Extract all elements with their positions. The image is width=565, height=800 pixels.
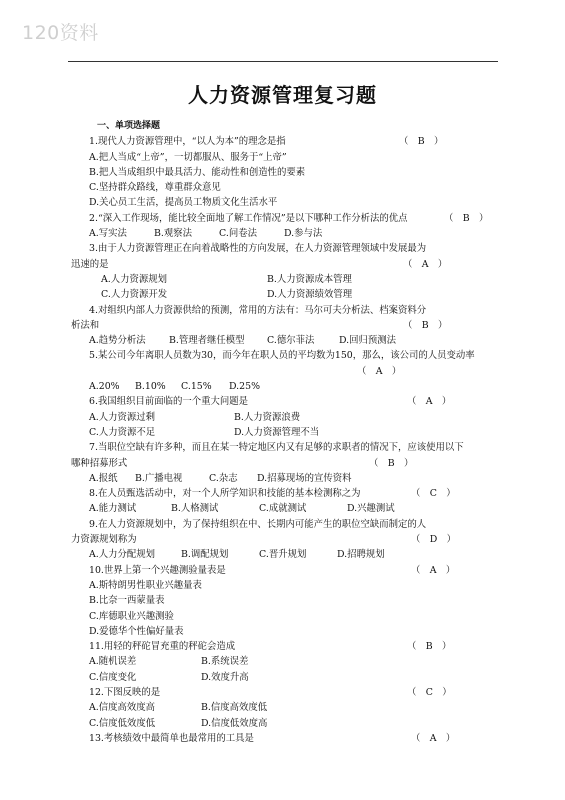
answer-key: （ A ） xyxy=(411,732,456,744)
question-5-cont xyxy=(89,364,499,379)
option-row xyxy=(89,471,499,486)
question-text: 12.下图反映的是 xyxy=(89,686,161,698)
answer-key: （ B ） xyxy=(407,641,452,653)
option-line: B.把人当成组织中最具活力、能动性和创造性的要素 xyxy=(89,166,306,178)
answer-key: （ A ） xyxy=(403,258,448,270)
question-5 xyxy=(89,348,499,363)
question-text: 2.“深入工作现场，能比较全面地了解工作情况”是以下哪种工作分析法的优点 xyxy=(89,212,408,224)
question-text: 5.某公司今年离职人员数为30，而今年在职人员的平均数为150，那么，该公司的人员变动率 xyxy=(89,350,475,362)
option: D.人力资源绩效管理 xyxy=(267,289,353,301)
question-7-cont xyxy=(71,456,499,471)
question-text: 8.在人员甄选活动中，对一个人所学知识和技能的基本检测称之为 xyxy=(89,488,361,500)
option: A.人力资源过剩 xyxy=(89,411,156,423)
question-text: 7.当职位空缺有许多种，而且在某一特定地区内又有足够的求职者的情况下，应该使用以下 xyxy=(89,442,464,454)
option-line: C.库德职业兴趣测验 xyxy=(89,610,174,622)
option: B.10% xyxy=(135,381,166,393)
option: D.人力资源管理不当 xyxy=(234,426,320,438)
question-1 xyxy=(89,134,499,149)
option-row xyxy=(89,654,499,669)
question-text: 6.我国组织目前面临的一个重大问题是 xyxy=(89,396,248,408)
option: B.信度高效度低 xyxy=(201,702,268,714)
option-row xyxy=(89,670,499,685)
option-row xyxy=(89,547,499,562)
question-3-cont xyxy=(71,257,499,272)
option: A.随机误差 xyxy=(89,656,137,668)
option-row xyxy=(89,716,499,731)
option: B.人力资源成本管理 xyxy=(267,273,352,285)
option-row xyxy=(89,425,499,440)
watermark-logo: 120资料 xyxy=(22,22,99,44)
question-text: 13.考核绩效中最简单也最常用的工具是 xyxy=(89,732,254,744)
option: B.管理者继任模型 xyxy=(169,335,245,347)
option-line: D.关心员工生活，提高员工物质文化生活水平 xyxy=(89,197,278,209)
option: C.晋升规划 xyxy=(259,549,307,561)
option: B.人格测试 xyxy=(171,503,219,515)
option: C.信度变化 xyxy=(89,671,137,683)
answer-key: （ A ） xyxy=(357,365,402,377)
answer-key: （ D ） xyxy=(411,534,457,546)
option: C.人力资源不足 xyxy=(89,426,156,438)
option: A.20% xyxy=(89,381,120,393)
option: D.信度低效度高 xyxy=(201,717,268,729)
option-line: A.斯特朗男性职业兴趣量表 xyxy=(89,579,202,591)
question-text: 4.对组织内部人力资源供给的预测，常用的方法有：马尔可夫分析法、档案资料分 xyxy=(89,304,427,316)
option-row xyxy=(89,272,499,287)
option: C.德尔菲法 xyxy=(267,335,315,347)
option-row xyxy=(89,226,499,241)
option: D.招聘规划 xyxy=(337,549,385,561)
option-row xyxy=(89,333,499,348)
option: A.人力分配规划 xyxy=(89,549,156,561)
question-text: 10.世界上第一个兴趣测验量表是 xyxy=(89,564,226,576)
question-text: 9.在人力资源规划中，为了保持组织在中、长期内可能产生的职位空缺而制定的人 xyxy=(89,518,427,530)
option-row xyxy=(89,501,499,516)
option: D.参与法 xyxy=(284,228,323,240)
option-row xyxy=(89,287,499,302)
option: B.系统误差 xyxy=(201,656,249,668)
question-text: 哪种招募形式 xyxy=(71,457,128,469)
option-line: C.坚持群众路线，尊重群众意见 xyxy=(89,182,221,194)
option: C.信度低效度低 xyxy=(89,717,156,729)
option: C.成就测试 xyxy=(259,503,307,515)
question-12 xyxy=(89,685,499,700)
option-row xyxy=(89,410,499,425)
option-line: D.爱德华个性偏好量表 xyxy=(89,625,184,637)
header-rule xyxy=(68,61,498,62)
option: C.人力资源开发 xyxy=(101,289,168,301)
question-4-cont xyxy=(71,318,499,333)
option: C.杂志 xyxy=(209,472,238,484)
option-line: B.比奈一西蒙量表 xyxy=(89,595,165,607)
question-13 xyxy=(89,731,499,746)
option: A.趋势分析法 xyxy=(89,335,146,347)
question-4 xyxy=(89,303,499,318)
option: C.15% xyxy=(181,381,212,393)
question-7 xyxy=(89,440,499,455)
option: D.招募现场的宣传资料 xyxy=(257,472,352,484)
question-11 xyxy=(89,639,499,654)
question-6 xyxy=(89,394,499,409)
question-10 xyxy=(89,563,499,578)
question-2 xyxy=(89,211,499,226)
option: A.能力测试 xyxy=(89,503,137,515)
question-text: 11.用轻的秤砣冒充重的秤砣会造成 xyxy=(89,641,236,653)
question-9 xyxy=(89,517,499,532)
option: A.写实法 xyxy=(89,228,127,240)
option-row xyxy=(89,379,499,394)
question-3 xyxy=(89,241,499,256)
answer-key: （ B ） xyxy=(403,319,448,331)
answer-key: （ B ） xyxy=(399,136,444,148)
option: C.问卷法 xyxy=(219,228,257,240)
question-list xyxy=(71,119,499,746)
option: A.信度高效度高 xyxy=(89,702,156,714)
question-text: 迅速的是 xyxy=(71,258,109,270)
answer-key: （ A ） xyxy=(411,564,456,576)
option: D.25% xyxy=(229,381,260,393)
answer-key: （ C ） xyxy=(411,488,456,500)
option: B.调配规划 xyxy=(181,549,229,561)
question-text: 力资源规划称为 xyxy=(71,534,137,546)
question-9-cont xyxy=(71,532,499,547)
option: D.兴趣测试 xyxy=(347,503,395,515)
option-row xyxy=(89,700,499,715)
question-text: 析法和 xyxy=(71,319,100,331)
question-text: 3.由于人力资源管理正在向着战略性的方向发展，在人力资源管理领域中发展最为 xyxy=(89,243,427,255)
page-title: 人力资源管理复习题 xyxy=(188,83,377,107)
option: D.回归预测法 xyxy=(339,335,397,347)
option: D.效度升高 xyxy=(201,671,249,683)
answer-key: （ C ） xyxy=(407,686,452,698)
option: A.人力资源规划 xyxy=(101,273,168,285)
option: B.观察法 xyxy=(154,228,192,240)
option: B.人力资源浪费 xyxy=(234,411,301,423)
question-8 xyxy=(89,486,499,501)
question-text: 1.现代人力资源管理中，“以人为本”的理念是指 xyxy=(89,136,286,148)
answer-key: （ A ） xyxy=(407,396,452,408)
answer-key: （ B ） xyxy=(444,212,489,224)
option: B.广播电视 xyxy=(135,472,183,484)
option-line: A.把人当成“上帝”，一切都服从、服务于“上帝” xyxy=(89,151,287,163)
option: A.报纸 xyxy=(89,472,118,484)
answer-key: （ B ） xyxy=(369,457,414,469)
section-heading: 一、单项选择题 xyxy=(97,121,161,131)
